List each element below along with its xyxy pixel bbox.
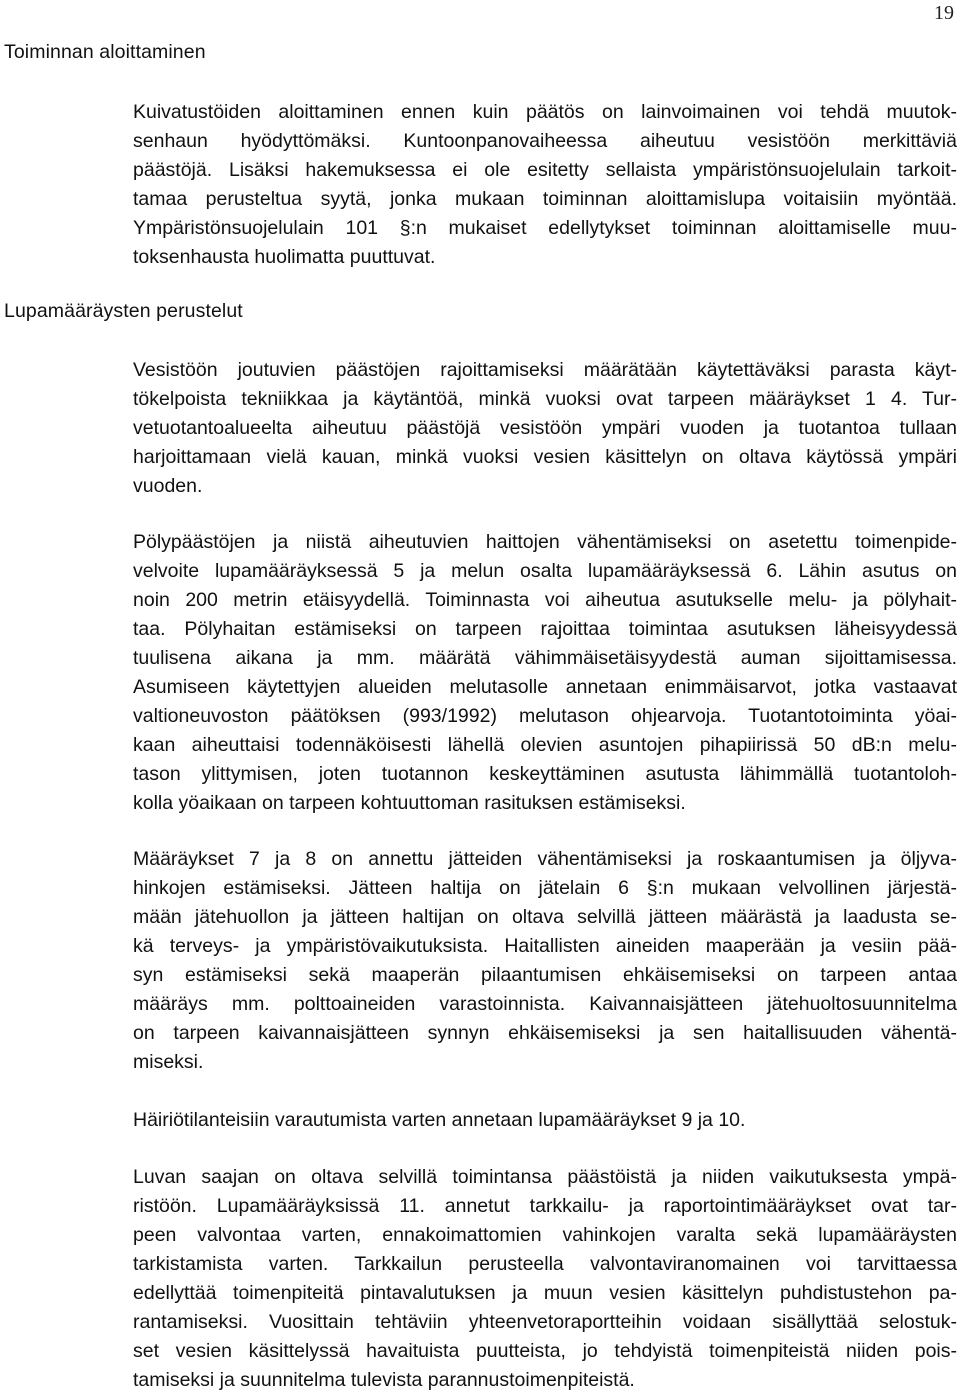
text-line: velvoite lupamääräyksessä 5 ja melun osalta lupamääräyksessä 6. Lähin asutus on (133, 560, 957, 582)
paragraph-hairiotilanteet (133, 1106, 957, 1135)
text-line: harjoittamaan vielä kauan, minkä vuoksi vesien käsittelyn on oltava käytössä ympäri (133, 446, 957, 468)
text-line: syn estämiseksi sekä maaperän pilaantumisen ehkäisemiseksi on tarpeen antaa (133, 964, 957, 986)
text-line: vuoden. (133, 475, 203, 497)
text-line: päästöjä. Lisäksi hakemuksessa ei ole esitetty sellaista ympäristönsuojelulain tarkoit- (133, 159, 957, 181)
text-line: rantamiseksi. Vuosittain tehtäviin yhteenvetoraportteihin voidaan sisällyttää selostuk- (133, 1311, 957, 1333)
paragraph-vesistopaastot (133, 356, 957, 501)
text-line: tamiseksi ja suunnitelma tulevista parannustoimenpiteistä. (133, 1369, 635, 1391)
text-line: hinkojen estämiseksi. Jätteen haltija on jätelain 6 §:n mukaan velvollinen järjestä- (133, 877, 957, 899)
text-line: valtioneuvoston päätöksen (993/1992) melutason ohjearvoja. Tuotantotoiminta yöai- (133, 705, 957, 727)
paragraph-polypaastot-melu (133, 528, 957, 818)
text-line: Asumiseen käytettyjen alueiden melutasolle annetaan enimmäisarvot, jotka vastaavat (133, 676, 957, 698)
text-line: on tarpeen kaivannaisjätteen synnyn ehkäisemiseksi ja sen haitallisuuden vähentä- (133, 1022, 957, 1044)
text-line: mään jätehuollon ja jätteen haltijan on oltava selvillä jätteen määrästä ja laadusta se- (133, 906, 957, 928)
text-line: senhaun hyödyttömäksi. Kuntoonpanovaiheessa aiheutuu vesistöön merkittäviä (133, 130, 957, 152)
text-line: ristöön. Lupamääräyksissä 11. annetut tarkkailu- ja raportointimääräykset ovat tar- (133, 1195, 957, 1217)
text-line: vetuotantoalueelta aiheutuu päästöjä vesistöön ympäri vuoden ja tuotantoa tullaan (133, 417, 957, 439)
text-line: noin 200 metrin etäisyydellä. Toiminnasta voi aiheutua asutukselle melu- ja pölyhait- (133, 589, 957, 611)
text-line: tason ylittymisen, joten tuotannon keskeyttäminen asutusta lähimmällä tuotantoloh- (133, 763, 957, 785)
text-line: miseksi. (133, 1051, 204, 1073)
text-line: kolla yöaikaan on tarpeen kohtuuttoman rasituksen estämiseksi. (133, 792, 686, 814)
text-line: set vesien käsittelyssä havaituista puutteista, jo tehdyistä toimenpiteistä niiden pois- (133, 1340, 957, 1362)
text-line: toksenhausta huolimatta puuttuvat. (133, 246, 436, 268)
section-heading-toiminnan-aloittaminen: Toiminnan aloittaminen (4, 41, 206, 63)
paragraph-jatteet (133, 845, 957, 1077)
text-line: Pölypäästöjen ja niistä aiheutuvien haittojen vähentämiseksi on asetettu toimenpide- (133, 531, 957, 553)
text-line: tuulisena aikana ja mm. määrätä vähimmäisetäisyydestä auman sijoittamisessa. (133, 647, 957, 669)
paragraph-tarkkailu (133, 1163, 957, 1395)
text-line: Häiriötilanteisiin varautumista varten annetaan lupamääräykset 9 ja 10. (133, 1109, 746, 1131)
text-line: Vesistöön joutuvien päästöjen rajoittamiseksi määrätään käytettäväksi parasta käyt- (133, 359, 957, 381)
text-line: kä terveys- ja ympäristövaikutuksista. Haitallisten aineiden maaperään ja vesiin pää- (133, 935, 957, 957)
text-line: edellyttää toimenpiteitä pintavalutuksen ja muun vesien käsittelyn puhdistustehon pa- (133, 1282, 957, 1304)
text-line: määräys mm. polttoaineiden varastoinnista. Kaivannaisjätteen jätehuoltosuunnitelma (133, 993, 957, 1015)
text-line: Määräykset 7 ja 8 on annettu jätteiden vähentämiseksi ja roskaantumisen ja öljyva- (133, 848, 957, 870)
text-line: taa. Pölyhaitan estämiseksi on tarpeen rajoittaa toimintaa asutuksen läheisyydessä (133, 618, 957, 640)
paragraph-aloittaminen (133, 98, 957, 272)
text-line: Luvan saajan on oltava selvillä toimintansa päästöistä ja niiden vaikutuksesta ympä- (133, 1166, 957, 1188)
text-line: Kuivatustöiden aloittaminen ennen kuin päätös on lainvoimainen voi tehdä muutok- (133, 101, 957, 123)
text-line: tarkistamista varten. Tarkkailun perusteella valvontaviranomainen voi tarvittaessa (133, 1253, 957, 1275)
text-line: peen valvontaa varten, ennakoimattomien vahinkojen varalta sekä lupamääräysten (133, 1224, 957, 1246)
text-line: Ympäristönsuojelulain 101 §:n mukaiset edellytykset toiminnan aloittamiselle muu- (133, 217, 957, 239)
text-line: tökelpoista tekniikkaa ja käytäntöä, minkä vuoksi ovat tarpeen määräykset 1 4. Tur- (133, 388, 957, 410)
page-number: 19 (934, 2, 954, 24)
section-heading-lupamaaraysten-perustelut: Lupamääräysten perustelut (4, 300, 243, 322)
text-line: kaan aiheuttaisi todennäköisesti lähellä olevien asuntojen pihapiirissä 50 dB:n melu- (133, 734, 957, 756)
text-line: tamaa perusteltua syytä, jonka mukaan toiminnan aloittamislupa voitaisiin myöntää. (133, 188, 957, 210)
